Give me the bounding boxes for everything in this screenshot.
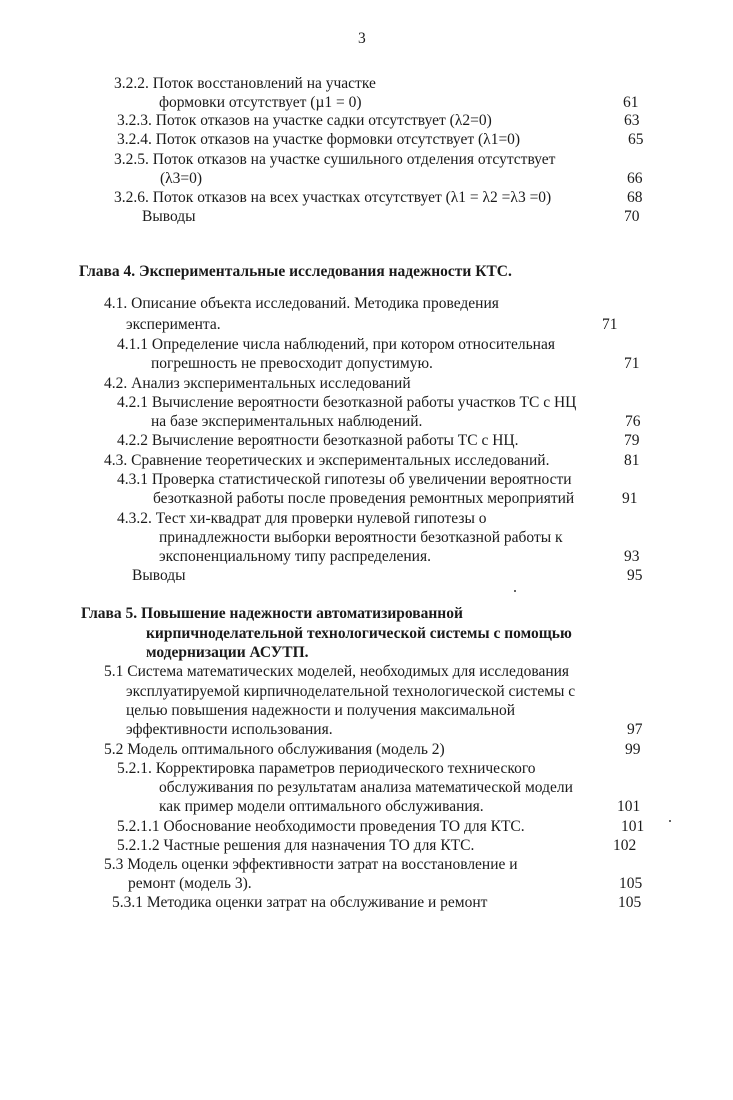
toc-page: 97 (627, 721, 643, 738)
toc-entry: принадлежности выборки вероятности безотказной работы к (159, 529, 563, 546)
scan-speck (514, 590, 516, 592)
toc-entry: Выводы (142, 208, 196, 225)
toc-entry: безотказной работы после проведения ремонтных мероприятий (153, 490, 575, 507)
toc-page: 79 (624, 432, 640, 449)
toc-page: 101 (621, 818, 645, 835)
toc-page: 93 (624, 548, 640, 565)
toc-page: 66 (627, 170, 643, 187)
toc-entry: 4.3. Сравнение теоретических и экспериментальных исследований. (104, 452, 550, 469)
toc-entry: ремонт (модель 3). (128, 875, 252, 892)
toc-entry: 3.2.4. Поток отказов на участке формовки отсутствует (λ1=0) (117, 131, 521, 148)
toc-page: 71 (624, 355, 640, 372)
toc-entry: эффективности использования. (126, 721, 333, 738)
toc-entry: 4.2.2 Вычисление вероятности безотказной работы ТС с НЦ. (117, 432, 519, 449)
toc-entry: 3.2.2. Поток восстановлений на участке (114, 75, 376, 92)
toc-page: 63 (624, 112, 640, 129)
toc-entry: 4.2. Анализ экспериментальных исследований (104, 375, 411, 392)
toc-entry: 5.2 Модель оптимального обслуживания (модель 2) (104, 741, 445, 758)
toc-entry: 5.3 Модель оценки эффективности затрат на восстановление и (104, 856, 518, 873)
chapter-title: Глава 5. Повышение надежности автоматизированной (81, 605, 463, 622)
toc-entry: 5.2.1.1 Обоснование необходимости проведения ТО для КТС. (117, 818, 525, 835)
scan-speck (669, 820, 671, 822)
toc-entry: 4.1.1 Определение числа наблюдений, при котором относительная (117, 336, 555, 353)
toc-page: 105 (618, 894, 642, 911)
toc-entry: 3.2.6. Поток отказов на всех участках отсутствует (λ1 = λ2 =λ3 =0) (114, 189, 552, 206)
toc-page: 71 (602, 316, 618, 333)
toc-entry: (λ3=0) (160, 170, 203, 187)
toc-entry: 5.2.1. Корректировка параметров периодического технического (117, 760, 536, 777)
toc-page: 61 (623, 94, 639, 111)
toc-entry: формовки отсутствует (µ1 = 0) (159, 94, 362, 111)
toc-entry: 5.1 Система математических моделей, необходимых для исследования (104, 663, 570, 680)
toc-entry: целью повышения надежности и получения максимальной (126, 702, 516, 719)
toc-page: 81 (624, 452, 640, 469)
toc-entry: на базе экспериментальных наблюдений. (151, 413, 423, 430)
toc-page: 91 (622, 490, 638, 507)
chapter-title: кирпичноделательной технологической системы с помощью (146, 625, 572, 642)
toc-entry: экспоненциальному типу распределения. (159, 548, 431, 565)
toc-entry: 4.3.2. Тест хи-квадрат для проверки нулевой гипотезы о (117, 510, 487, 527)
toc-entry: эксперимента. (126, 316, 221, 333)
toc-page: 95 (627, 567, 643, 584)
chapter-title: модернизации АСУТП. (146, 644, 309, 661)
toc-page: 105 (619, 875, 643, 892)
page-number: 3 (358, 30, 366, 47)
toc-page: 65 (628, 131, 644, 148)
toc-page: 68 (627, 189, 643, 206)
toc-entry: 4.3.1 Проверка статистической гипотезы об увеличении вероятности (117, 471, 572, 488)
toc-entry: 5.3.1 Методика оценки затрат на обслуживание и ремонт (112, 894, 488, 911)
toc-entry: обслуживания по результатам анализа математической модели (159, 779, 573, 796)
toc-entry: погрешность не превосходит допустимую. (151, 355, 433, 372)
toc-entry: Выводы (132, 567, 186, 584)
toc-entry: 3.2.5. Поток отказов на участке сушильного отделения отсутствует (114, 151, 556, 168)
toc-entry: как пример модели оптимального обслуживания. (159, 798, 484, 815)
toc-entry: 3.2.3. Поток отказов на участке садки отсутствует (λ2=0) (117, 112, 492, 129)
toc-entry: 4.2.1 Вычисление вероятности безотказной работы участков ТС с НЦ (117, 394, 577, 411)
toc-entry: эксплуатируемой кирпичноделательной технологической системы с (126, 683, 576, 700)
toc-page: 99 (625, 741, 641, 758)
toc-entry: 5.2.1.2 Частные решения для назначения ТО для КТС. (117, 837, 475, 854)
toc-page: 102 (613, 837, 637, 854)
toc-page: 76 (625, 413, 641, 430)
toc-page: 70 (624, 208, 640, 225)
toc-entry: 4.1. Описание объекта исследований. Методика проведения (104, 295, 499, 312)
toc-page: 101 (617, 798, 641, 815)
chapter-title: Глава 4. Экспериментальные исследования надежности КТС. (79, 263, 512, 280)
